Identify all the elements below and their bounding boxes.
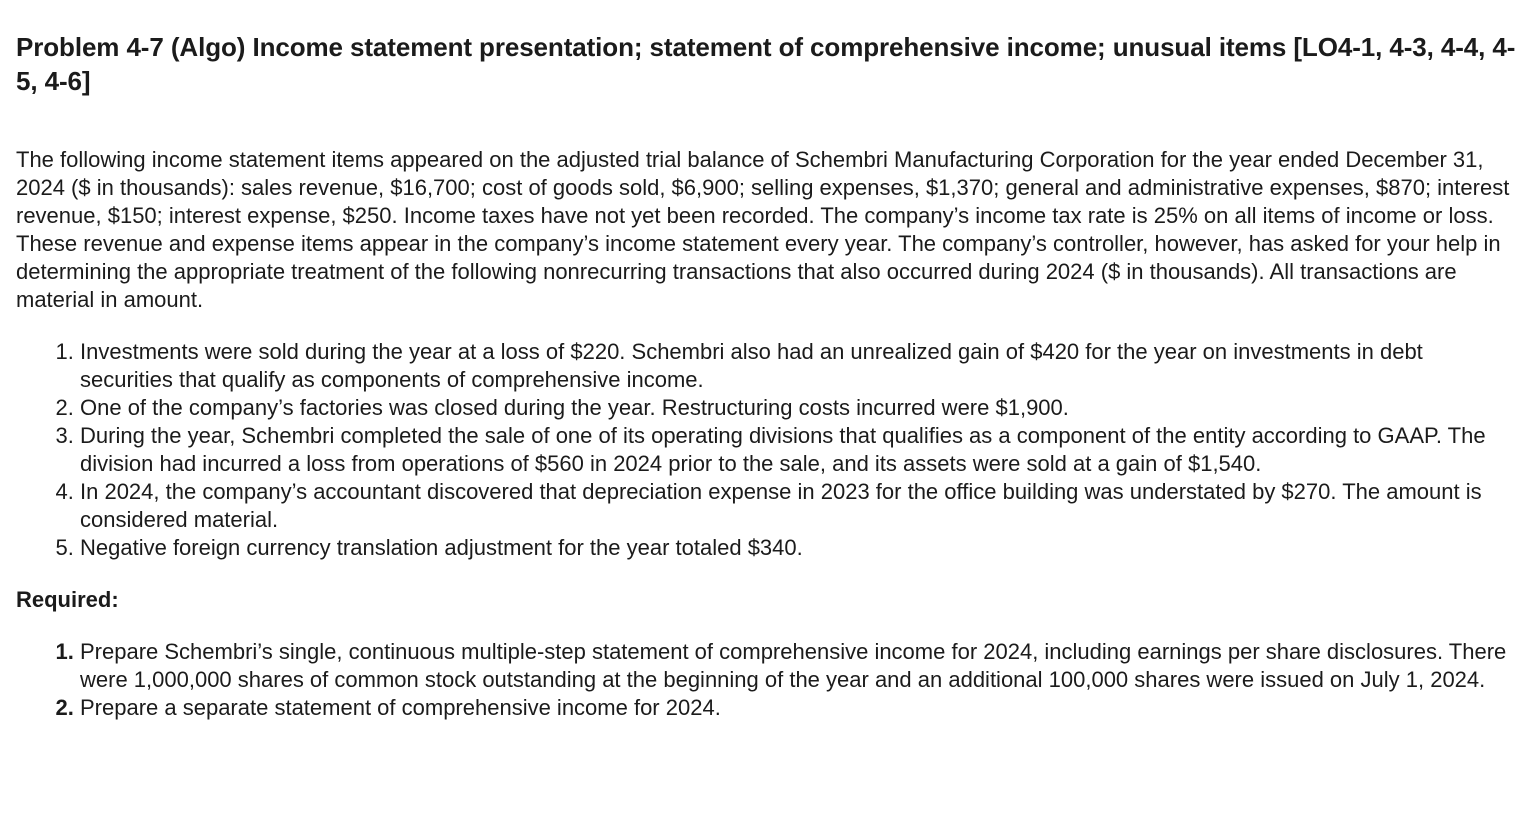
transaction-list bbox=[16, 338, 1520, 562]
list-item: 3. During the year, Schembri completed the sale of one of its operating divisions that qualifies as a component of the entity according to GAAP. The division had incurred a loss from operations of $560 in 2024 prior to the sale, and its assets were sold at a gain of $1,540. bbox=[80, 422, 1520, 478]
problem-title: Problem 4-7 (Algo) Income statement presentation; statement of comprehensive income; unusual items [LO4-1, 4-3, 4-4, 4-5, 4-6] bbox=[16, 32, 1516, 96]
required-list bbox=[16, 638, 1520, 722]
problem-intro: The following income statement items appeared on the adjusted trial balance of Schembri Manufacturing Corporation for the year ended December 31, 2024 ($ in thousands): sales revenue, $16,700; cost of goods sold, $6,900; selling expenses, $1,370; general and administrative expenses, $870; interest revenue, $150; interest expense, $250. Income taxes have not yet been recorded. The company’s income tax rate is 25% on all items of income or loss. These revenue and expense items appear in the company’s income statement every year. The company’s controller, however, has asked for your help in determining the appropriate treatment of the following nonrecurring transactions that also occurred during 2024 ($ in thousands). All transactions are material in amount. bbox=[16, 147, 1510, 312]
required-item: 1. Prepare Schembri’s single, continuous multiple-step statement of comprehensive income for 2024, including earnings per share disclosures. There were 1,000,000 shares of common stock outstanding at the beginning of the year and an additional 100,000 shares were issued on July 1, 2024. bbox=[80, 638, 1520, 694]
list-item: 5. Negative foreign currency translation adjustment for the year totaled $340. bbox=[80, 534, 1520, 562]
problem-content bbox=[16, 30, 1520, 722]
list-item: 4. In 2024, the company’s accountant discovered that depreciation expense in 2023 for the office building was understated by $270. The amount is considered material. bbox=[80, 478, 1520, 534]
list-item: 2. One of the company’s factories was closed during the year. Restructuring costs incurred were $1,900. bbox=[80, 394, 1520, 422]
required-heading: Required: bbox=[16, 587, 119, 612]
required-item: 2. Prepare a separate statement of comprehensive income for 2024. bbox=[80, 694, 1520, 722]
list-item: 1. Investments were sold during the year at a loss of $220. Schembri also had an unrealized gain of $420 for the year on investments in debt securities that qualify as components of comprehensive income. bbox=[80, 338, 1520, 394]
